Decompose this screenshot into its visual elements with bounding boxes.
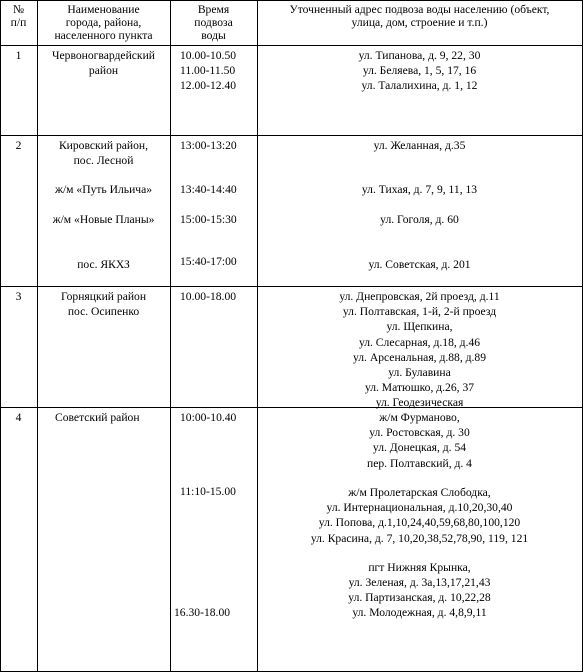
place-cell: Советский район xyxy=(55,411,140,424)
header-address: Уточненный адрес подвоза воды населению (объект, улица, дом, строение и т.п.) xyxy=(289,3,550,30)
time-cell: 10:00-10.40 xyxy=(180,411,237,424)
address-cell: ул. Днепровская, 2й проезд, д.11 ул. Полтавская, 1-й, 2-й проезд ул. Щепкина, ул. Слесарная, д.18, д.46 ул. Арсенальная, д.88, д.89 ул. Булавина ул. Матюшко, д.26, 37 ул. Геодезическая xyxy=(339,290,500,410)
address-cell: ул. Советская, д. 201 xyxy=(368,258,471,271)
time-cell: 16.30-18.00 xyxy=(174,606,231,619)
header-num: № п/п xyxy=(10,3,27,30)
time-cell: 15:00-15:30 xyxy=(180,213,237,226)
address-cell: ул. Типанова, д. 9, 22, 30 ул. Беляева, 1, 5, 17, 16 ул. Талалихина, д. 1, 12 xyxy=(358,49,481,93)
table-border-top xyxy=(0,0,583,1)
time-cell: 11:10-15.00 xyxy=(180,485,236,498)
address-cell: ж/м Пролетарская Слободка, ул. Интернациональная, д.10,20,30,40 ул. Попова, д.1,10,24,40,59,68,80,100,120 ул. Красина, д. 7, 10,20,38,52,78,90, 119, 121 xyxy=(310,486,529,545)
header-place: Наименование города, района, населенного пункта xyxy=(54,3,153,43)
place-cell: ж/м «Путь Ильича» xyxy=(54,183,153,196)
address-cell: ул. Молодежная, д. 4,8,9,11 xyxy=(352,606,487,619)
row-divider xyxy=(0,45,583,46)
address-cell: ж/м Фурманово, ул. Ростовская, д. 30 ул. Донецкая, д. 54 пер. Полтавский, д. 4 xyxy=(367,411,472,470)
time-cell: 10.00-18.00 xyxy=(180,290,237,303)
address-cell: ул. Тихая, д. 7, 9, 11, 13 xyxy=(361,183,478,196)
place-cell: Горняцкий район пос. Осипенко xyxy=(60,290,147,319)
row-number: 2 xyxy=(15,139,22,152)
row-number: 3 xyxy=(15,290,22,303)
place-cell: Червоногвардейский район xyxy=(52,49,155,78)
time-cell: 15:40-17:00 xyxy=(180,255,237,268)
address-cell: пгт Нижняя Крынка, ул. Зеленая, д. 3а,13,17,21,43 ул. Партизанская, д. 10,22,28 xyxy=(348,561,491,605)
place-cell: пос. ЯКХЗ xyxy=(77,258,130,271)
address-cell: ул. Гоголя, д. 60 xyxy=(380,213,459,226)
row-divider xyxy=(0,135,583,136)
row-number: 4 xyxy=(15,411,22,424)
time-cell: 10.00-10.50 11.00-11.50 12.00-12.40 xyxy=(180,49,237,93)
column-divider xyxy=(170,0,171,672)
table-border-left xyxy=(0,0,1,672)
column-divider xyxy=(37,0,38,672)
time-cell: 13:40-14:40 xyxy=(180,183,237,196)
time-cell: 13:00-13:20 xyxy=(180,139,237,152)
header-time: Время подвоза воды xyxy=(194,3,233,43)
place-cell: ж/м «Новые Планы» xyxy=(52,213,155,226)
address-cell: ул. Желанная, д.35 xyxy=(373,139,466,152)
place-cell: Кировский район, пос. Лесной xyxy=(58,139,149,168)
row-divider xyxy=(0,286,583,287)
row-number: 1 xyxy=(15,49,22,62)
